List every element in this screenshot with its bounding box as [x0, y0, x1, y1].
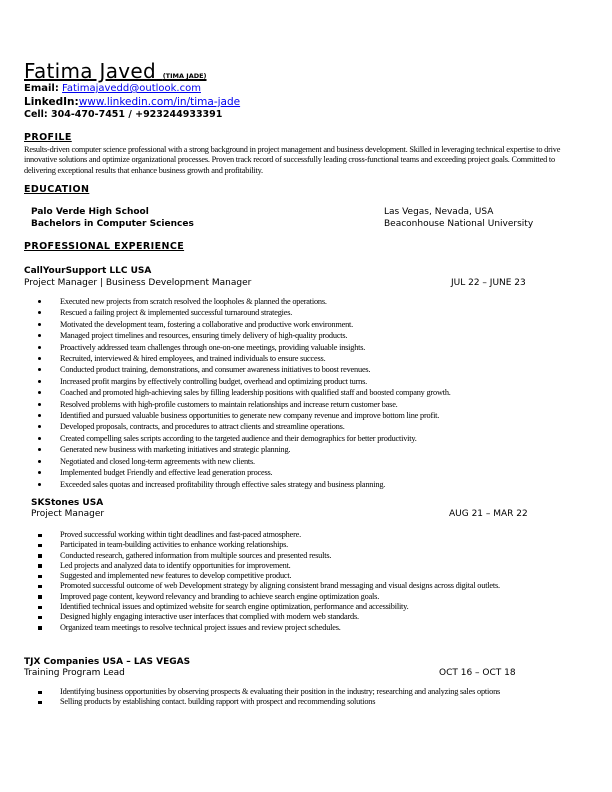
- list-item: [60, 456, 560, 467]
- bullet-dot-icon: [38, 391, 41, 394]
- bullet-text: Identified and pursued valuable business opportunities to generate new company revenue and improve bottom line profit.: [60, 411, 440, 421]
- list-item: [60, 623, 548, 633]
- list-item: [60, 376, 560, 387]
- bullet-dot-icon: [38, 425, 41, 428]
- bullet-dot-icon: [38, 380, 41, 383]
- bullet-square-icon: [38, 616, 42, 620]
- bullet-dot-icon: [38, 346, 41, 349]
- list-item: [60, 530, 548, 540]
- job-title: Training Program Lead: [24, 668, 125, 678]
- bullet-text: Designed highly engaging interactive user interfaces that complied with modern web standards.: [60, 612, 359, 622]
- list-item: [60, 561, 548, 571]
- list-item: [60, 342, 560, 353]
- bullet-text: Coached and promoted high-achieving sales by filling leadership positions with qualified staff and boosted company growth.: [60, 388, 451, 398]
- bullet-dot-icon: [38, 300, 41, 303]
- bullet-text: Identified technical issues and optimized website for search engine optimization, performance and accessibility.: [60, 602, 409, 612]
- bullet-dot-icon: [38, 311, 41, 314]
- job-title: Project Manager: [31, 509, 105, 519]
- list-item: [60, 687, 548, 697]
- list-item: [60, 387, 560, 398]
- list-item: [60, 319, 560, 330]
- bullet-text: Generated new business with marketing initiatives and strategic planning.: [60, 445, 291, 455]
- job-company: TJX Companies USA – LAS VEGAS: [24, 657, 191, 667]
- email-link[interactable]: Fatimajavedd@outlook.com: [62, 83, 201, 94]
- bullet-square-icon: [38, 575, 42, 579]
- list-item: [60, 296, 560, 307]
- bullet-dot-icon: [38, 460, 41, 463]
- list-item: [60, 602, 548, 612]
- bullet-text: Rescued a failing project & implemented successful turnaround strategies.: [60, 308, 293, 318]
- bullet-text: Increased profit margins by effectively controlling budget, overhead and optimizing product turns.: [60, 376, 368, 386]
- bullet-text: Motivated the development team, fostering a collaborative and productive work environment.: [60, 319, 354, 329]
- list-item: [60, 399, 560, 410]
- job-company: CallYourSupport LLC USA: [24, 266, 152, 276]
- list-item: [60, 479, 560, 490]
- bullet-dot-icon: [38, 448, 41, 451]
- bullet-text: Negotiated and closed long-term agreements with new clients.: [60, 456, 255, 466]
- bullet-square-icon: [38, 701, 42, 705]
- job-bullets: [60, 687, 548, 708]
- bullet-dot-icon: [38, 368, 41, 371]
- bullet-dot-icon: [38, 437, 41, 440]
- nickname: (TIMA JADE): [162, 72, 207, 80]
- job-dates: AUG 21 – MAR 22: [449, 509, 528, 519]
- list-item: [60, 307, 560, 318]
- bullet-dot-icon: [38, 323, 41, 326]
- bullet-text: Organized team meetings to resolve technical project issues and review project schedules.: [60, 622, 341, 632]
- bullet-text: Conducted research, gathered information from multiple sources and presented results.: [60, 550, 332, 560]
- list-item: [60, 353, 560, 364]
- list-item: [60, 612, 548, 622]
- email-line: Email: Fatimajavedd@outlook.com: [24, 83, 201, 94]
- job-bullets: [60, 530, 548, 633]
- list-item: [60, 433, 560, 444]
- bullet-dot-icon: [38, 357, 41, 360]
- bullet-dot-icon: [38, 471, 41, 474]
- bullet-text: Conducted product training, demonstrations, and consumer awareness initiatives to boost revenues.: [60, 365, 371, 375]
- education-heading: EDUCATION: [24, 184, 90, 195]
- bullet-square-icon: [38, 544, 42, 548]
- job-dates: OCT 16 – OCT 18: [439, 668, 516, 678]
- education-school: Palo Verde High School: [31, 207, 149, 217]
- bullet-text: Executed new projects from scratch resolved the loopholes & planned the operations.: [60, 297, 327, 306]
- bullet-dot-icon: [38, 334, 41, 337]
- bullet-dot-icon: [38, 414, 41, 417]
- bullet-square-icon: [38, 585, 42, 589]
- list-item: [60, 410, 560, 421]
- bullet-text: Proactively addressed team challenges through one-on-one meetings, providing valuable insights.: [60, 342, 366, 352]
- bullet-text: Implemented budget Friendly and effective lead generation process.: [60, 468, 273, 478]
- bullet-text: Resolved problems with high-profile customers to maintain relationships and increase return customer base.: [60, 399, 398, 409]
- bullet-text: Selling products by establishing contact. building rapport with prospect and recommending solutions: [60, 697, 376, 707]
- linkedin-link[interactable]: www.linkedin.com/in/tima-jade: [78, 96, 241, 108]
- bullet-square-icon: [38, 606, 42, 610]
- bullet-text: Recruited, interviewed & hired employees, and trained individuals to ensure success.: [60, 354, 326, 364]
- bullet-square-icon: [38, 564, 42, 568]
- job-bullets: [60, 296, 560, 490]
- bullet-square-icon: [38, 626, 42, 630]
- bullet-square-icon: [38, 534, 42, 538]
- list-item: [60, 571, 548, 581]
- education-degree: Bachelors in Computer Sciences: [31, 219, 194, 229]
- list-item: [60, 551, 548, 561]
- linkedin-line: LinkedIn:www.linkedin.com/in/tima-jade: [24, 96, 241, 108]
- bullet-text: Developed proposals, contracts, and procedures to attract clients and streamline operations.: [60, 422, 345, 432]
- job-company: SKStones USA: [31, 498, 104, 508]
- list-item: [60, 540, 548, 550]
- bullet-dot-icon: [38, 403, 41, 406]
- list-item: [60, 444, 560, 455]
- bullet-text: Improved page content, keyword relevancy and branding to achieve search engine optimization goals.: [60, 591, 380, 601]
- bullet-text: Participated in team-building activities to enhance working relationships.: [60, 540, 289, 550]
- bullet-text: Proved successful working within tight deadlines and fast-paced atmosphere.: [60, 530, 301, 539]
- bullet-text: Promoted successful outcome of web Development strategy by aligning consistent brand messaging and visual designs across digital outlets.: [60, 581, 500, 591]
- bullet-dot-icon: [38, 483, 41, 486]
- list-item: [60, 421, 560, 432]
- profile-heading: PROFILE: [24, 132, 72, 143]
- bullet-text: Exceeded sales quotas and increased profitability through effective sales strategy and business planning.: [60, 479, 386, 489]
- bullet-text: Created compelling sales scripts according to the targeted audience and their demographics for better productivity.: [60, 433, 417, 443]
- cell-line: Cell: 304-470-7451 / +923244933391: [24, 109, 223, 120]
- bullet-text: Led projects and analyzed data to identify opportunities for improvement.: [60, 560, 291, 570]
- experience-heading: PROFESSIONAL EXPERIENCE: [24, 241, 185, 252]
- list-item: [60, 592, 548, 602]
- bullet-square-icon: [38, 691, 42, 695]
- list-item: [60, 581, 548, 591]
- bullet-square-icon: [38, 595, 42, 599]
- list-item: [60, 364, 560, 375]
- bullet-text: Identifying business opportunities by observing prospects & evaluating their position in the industry; researching and analyzing sales options: [60, 687, 501, 696]
- bullet-text: Managed project timelines and resources, ensuring timely delivery of high-quality products.: [60, 331, 348, 341]
- education-university: Beaconhouse National University: [384, 219, 534, 229]
- candidate-name: Fatima Javed (TIMA JADE): [24, 59, 207, 83]
- bullet-text: Suggested and implemented new features to develop competitive product.: [60, 571, 292, 581]
- list-item: [60, 467, 560, 478]
- list-item: [60, 697, 548, 707]
- job-title: Project Manager | Business Development Manager: [24, 278, 252, 288]
- list-item: [60, 330, 560, 341]
- bullet-square-icon: [38, 554, 42, 558]
- education-location: Las Vegas, Nevada, USA: [384, 207, 494, 217]
- job-dates: JUL 22 – JUNE 23: [451, 278, 526, 288]
- profile-text: Results-driven computer science professional with a strong background in project management and business development. Skilled in leveraging technical expertise to drive innovative solutions and optimize organizational processes. Proven track record of successfully leading cross-functional teams and exceeding project goals. Committed to delivering exceptional results that enhance business growth and profitability.: [24, 145, 561, 175]
